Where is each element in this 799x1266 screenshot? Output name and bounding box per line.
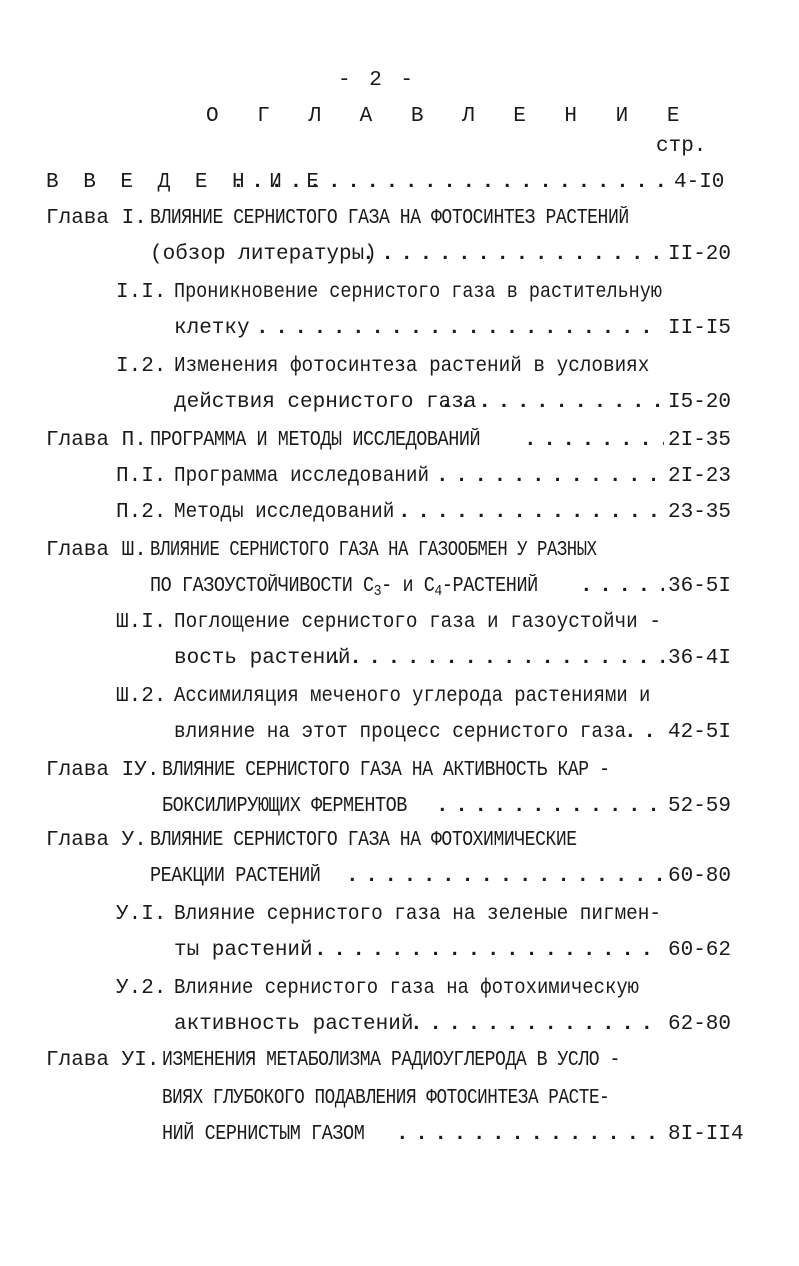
toc-leader (314, 938, 664, 964)
toc-leader (440, 390, 664, 416)
toc-ch2-s1-pages: 2I-23 (668, 465, 732, 488)
toc-ch2-s2-pages: 23-35 (668, 501, 732, 524)
toc-ch1-s2-line1: Изменения фотосинтеза растений в условиях (174, 355, 650, 378)
toc-ch2-s2-num: П.2. (116, 501, 167, 524)
toc-ch5-label: Глава У. (46, 829, 147, 852)
toc-ch2-pages: 2I-35 (668, 429, 732, 452)
toc-ch6-title-line3: НИЙ СЕРНИСТЫМ ГАЗОМ (162, 1123, 365, 1146)
toc-ch3-s1-line1: Поглощение сернистого газа и газоустойчи - (174, 611, 661, 634)
toc-leader (232, 170, 670, 196)
toc-ch1-s1-line1: Проникновение сернистого газа в растительную (174, 281, 662, 304)
toc-ch6-label: Глава УI. (46, 1049, 160, 1072)
toc-leader (398, 500, 664, 526)
toc-ch2-label: Глава П. (46, 429, 147, 452)
toc-leader (256, 316, 664, 342)
toc-ch3-title-line2-c: -РАСТЕНИЙ (441, 575, 538, 598)
toc-ch3-s1-pages: 36-4I (668, 647, 732, 670)
toc-ch5-s1-line1: Влияние сернистого газа на зеленые пигмен- (174, 903, 661, 926)
toc-leader (362, 242, 664, 268)
toc-ch4-label: Глава IУ. (46, 759, 160, 782)
toc-leader (436, 794, 664, 820)
toc-ch2-s1-num: П.I. (116, 465, 167, 488)
page-number: - 2 - (338, 69, 417, 92)
toc-ch5-s2-pages: 62-80 (668, 1013, 732, 1036)
toc-ch3-label: Глава Ш. (46, 539, 147, 562)
toc-ch1-title-line2: (обзор литературы) (150, 243, 377, 266)
toc-ch5-s2-line2: активность растений (174, 1013, 414, 1036)
toc-ch4-title-line1: ВЛИЯНИЕ СЕРНИСТОГО ГАЗА НА АКТИВНОСТЬ КАР - (162, 759, 610, 782)
toc-ch3-s2-num: Ш.2. (116, 685, 167, 708)
toc-ch1-s1-pages: II-I5 (668, 317, 732, 340)
page-column-label: стр. (656, 135, 707, 158)
toc-intro-pages: 4-I0 (674, 171, 725, 194)
toc-leader (346, 864, 664, 890)
toc-leader (580, 574, 664, 600)
toc-ch1-s1-line2: клетку (174, 317, 250, 340)
toc-leader (396, 1122, 664, 1148)
toc-ch6-title-line1: ИЗМЕНЕНИЯ МЕТАБОЛИЗМА РАДИОУГЛЕРОДА В УСЛО - (162, 1049, 620, 1072)
toc-ch5-s1-pages: 60-62 (668, 939, 732, 962)
toc-leader (524, 428, 664, 454)
toc-ch3-title-line1: ВЛИЯНИЕ СЕРНИСТОГО ГАЗА НА ГАЗООБМЕН У РАЗНЫХ (150, 539, 597, 562)
toc-ch5-s1-num: У.I. (116, 903, 167, 926)
toc-ch3-s2-line1: Ассимиляция меченого углерода растениями и (174, 685, 651, 708)
toc-leader (624, 720, 664, 746)
toc-ch2-s2-line1: Методы исследований (174, 501, 395, 524)
toc-ch3-subscript-3: 3 (373, 583, 382, 600)
toc-ch1-s2-num: I.2. (116, 355, 167, 378)
toc-ch3-s1-num: Ш.I. (116, 611, 167, 634)
toc-ch3-s2-line2: влияние на этот процесс сернистого газа (174, 721, 627, 744)
document-title: О Г Л А В Л Е Н И Е (206, 105, 693, 128)
toc-ch2-title-line1: ПРОГРАММА И МЕТОДЫ ИССЛЕДОВАНИЙ (150, 429, 481, 452)
toc-ch5-s1-line2: ты растений (174, 939, 313, 962)
toc-intro-label: В В Е Д Е Н И Е (46, 171, 326, 194)
toc-ch1-s1-num: I.I. (116, 281, 167, 304)
toc-ch5-s2-line1: Влияние сернистого газа на фотохимическую (174, 977, 640, 1000)
toc-ch1-label: Глава I. (46, 207, 147, 230)
toc-ch6-title-line2: ВИЯХ ГЛУБОКОГО ПОДАВЛЕНИЯ ФОТОСИНТЕЗА РАСТЕ- (162, 1087, 610, 1110)
toc-ch4-pages: 52-59 (668, 795, 732, 818)
toc-ch5-s2-num: У.2. (116, 977, 167, 1000)
toc-ch5-pages: 60-80 (668, 865, 732, 888)
toc-ch3-title-line2-a: ПО ГАЗОУСТОЙЧИВОСТИ С (150, 575, 374, 598)
toc-ch3-subscript-4: 4 (434, 583, 442, 600)
toc-leader (410, 1012, 664, 1038)
toc-ch3-pages: 36-5I (668, 575, 732, 598)
toc-ch1-s2-line2: действия сернистого газа (174, 391, 477, 414)
toc-leader (436, 464, 664, 490)
toc-ch5-title-line1: ВЛИЯНИЕ СЕРНИСТОГО ГАЗА НА ФОТОХИМИЧЕСКИЕ (150, 829, 577, 852)
toc-ch3-title-line2-b: - и С (381, 575, 435, 598)
toc-ch3-s2-pages: 42-5I (668, 721, 732, 744)
toc-ch1-pages: II-20 (668, 243, 732, 266)
toc-ch4-title-line2: БОКСИЛИРУЮЩИХ ФЕРМЕНТОВ (162, 795, 407, 818)
toc-ch1-s2-pages: I5-20 (668, 391, 732, 414)
toc-ch5-title-line2: РЕАКЦИИ РАСТЕНИЙ (150, 865, 321, 888)
toc-ch6-pages: 8I-II4 (668, 1123, 744, 1146)
toc-ch3-s1-line2: вость растений (174, 647, 351, 670)
toc-leader (330, 646, 664, 672)
toc-ch3-title-line2 (150, 574, 538, 600)
toc-ch2-s1-line1: Программа исследований (174, 465, 430, 488)
toc-ch1-title-line1: ВЛИЯНИЕ СЕРНИСТОГО ГАЗА НА ФОТОСИНТЕЗ РАСТЕНИЙ (150, 207, 629, 230)
